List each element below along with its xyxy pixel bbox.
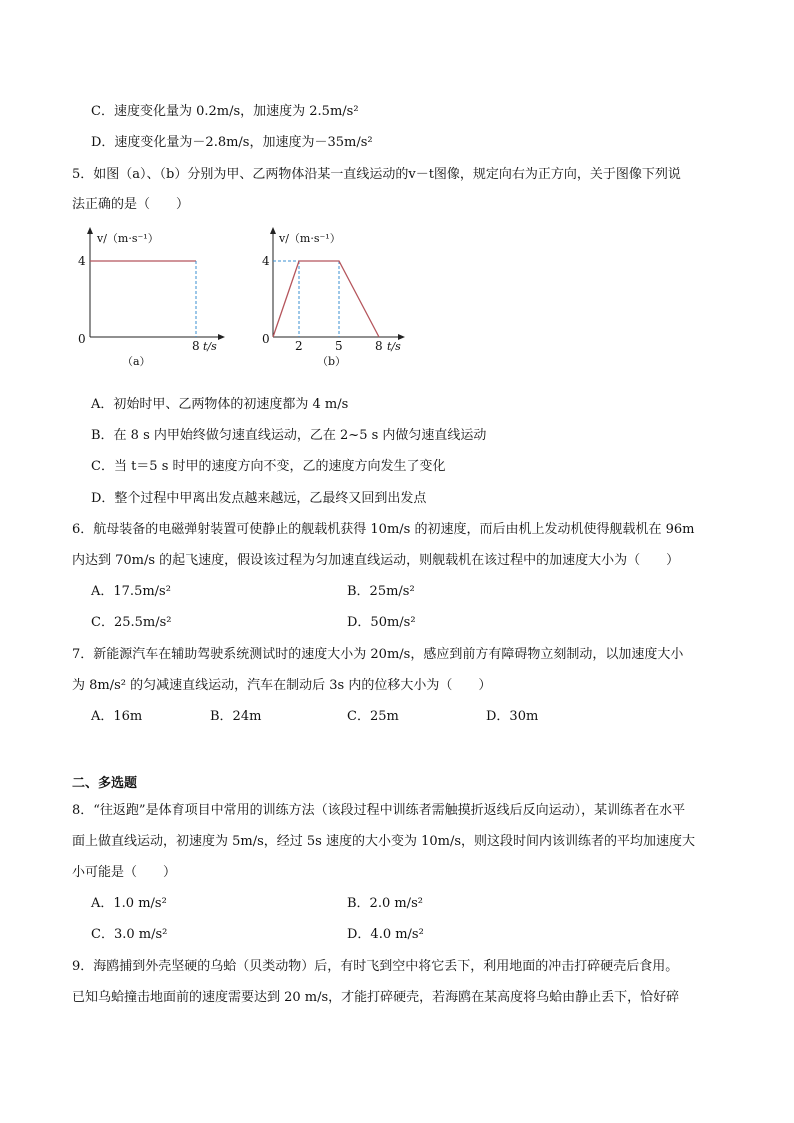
- q7-option-c: C．25m: [347, 709, 399, 724]
- q6-option-d: D．50m/s²: [347, 615, 416, 630]
- q8-stem-line1: 8．“往返跑”是体育项目中常用的训练方法（该段过程中训练者需触摸折返线后反向运动），某训练者在水平: [72, 803, 686, 818]
- graph-a-caption: （a）: [122, 355, 151, 368]
- graph-b-line: [273, 261, 379, 337]
- q9-stem-line2: 已知乌蛤撞击地面前的速度需要达到 20 m/s，才能打碎硬壳，若海鸥在某高度将乌蛤由静止丢下，恰好碎: [72, 990, 680, 1005]
- q8-option-c: C．3.0 m/s²: [91, 927, 168, 942]
- q5-stem-line2: 法正确的是（ ）: [72, 197, 190, 212]
- vt-graph-b: [255, 225, 425, 370]
- graph-a-xtick: 8: [192, 339, 200, 353]
- graph-b-xlabel: t/s: [387, 340, 401, 353]
- q4-option-c: C．速度变化量为 0.2m/s，加速度为 2.5m/s²: [91, 104, 359, 119]
- graph-b-origin: 0: [262, 332, 270, 346]
- q6-stem-line2: 内达到 70m/s 的起飞速度，假设该过程为匀加速直线运动，则舰载机在该过程中的加速度大小为（ ）: [72, 553, 680, 568]
- q5-option-b: B．在 8 s 内甲始终做匀速直线运动，乙在 2~5 s 内做匀速直线运动: [91, 428, 487, 443]
- q5-option-c: C．当 t＝5 s 时甲的速度方向不变，乙的速度方向发生了变化: [91, 459, 446, 474]
- q4-option-d: D．速度变化量为－2.8m/s，加速度为－35m/s²: [91, 135, 373, 150]
- q6-option-a: A．17.5m/s²: [91, 584, 171, 599]
- q6-stem-line1: 6．航母装备的电磁弹射装置可使静止的舰载机获得 10m/s 的初速度，而后由机上发动机使得舰载机在 96m: [72, 522, 695, 537]
- q7-option-a: A．16m: [91, 709, 143, 724]
- q7-stem-line1: 7．新能源汽车在辅助驾驶系统测试时的速度大小为 20m/s，感应到前方有障碍物立刻制动，以加速度大小: [72, 647, 684, 662]
- q7-stem-line2: 为 8m/s² 的匀减速直线运动，汽车在制动后 3s 内的位移大小为（ ）: [72, 678, 492, 693]
- graph-b-caption: （b）: [317, 355, 347, 368]
- graph-b-ytick: 4: [262, 254, 270, 268]
- q6-option-b: B．25m/s²: [347, 584, 415, 599]
- graph-b-xtick-2: 2: [295, 339, 303, 353]
- graph-a-ylabel: v/（m·s⁻¹）: [97, 232, 159, 245]
- q7-option-b: B．24m: [210, 709, 262, 724]
- graph-b-xtick-8: 8: [375, 339, 383, 353]
- q7-option-d: D．30m: [486, 709, 539, 724]
- q8-option-d: D．4.0 m/s²: [347, 927, 424, 942]
- q6-option-c: C．25.5m/s²: [91, 615, 172, 630]
- graph-a-xlabel: t/s: [203, 340, 217, 353]
- q8-option-a: A．1.0 m/s²: [91, 896, 167, 911]
- q9-stem-line1: 9．海鸥捕到外壳坚硬的乌蛤（贝类动物）后，有时飞到空中将它丢下，利用地面的冲击打碎硬壳后食用。: [72, 959, 679, 974]
- section-heading-multiple-choice: 二、多选题: [72, 776, 138, 791]
- q5-option-d: D．整个过程中甲离出发点越来越远，乙最终又回到出发点: [91, 491, 427, 506]
- q5-stem-line1: 5．如图（a）、（b）分别为甲、乙两物体沿某一直线运动的v－t图像，规定向右为正方向，关于图像下列说: [72, 167, 681, 182]
- graph-b-ylabel: v/（m·s⁻¹）: [279, 232, 341, 245]
- q8-stem-line3: 小可能是（ ）: [72, 865, 177, 880]
- graph-b-xtick-5: 5: [335, 339, 343, 353]
- graph-a-origin: 0: [78, 332, 86, 346]
- graph-a-ytick: 4: [78, 254, 86, 268]
- q8-stem-line2: 面上做直线运动，初速度为 5m/s，经过 5s 速度的大小变为 10m/s，则这段时间内该训练者的平均加速度大: [72, 834, 696, 849]
- vt-graph-a: [70, 225, 230, 370]
- q8-option-b: B．2.0 m/s²: [347, 896, 423, 911]
- q5-option-a: A．初始时甲、乙两物体的初速度都为 4 m/s: [91, 397, 349, 412]
